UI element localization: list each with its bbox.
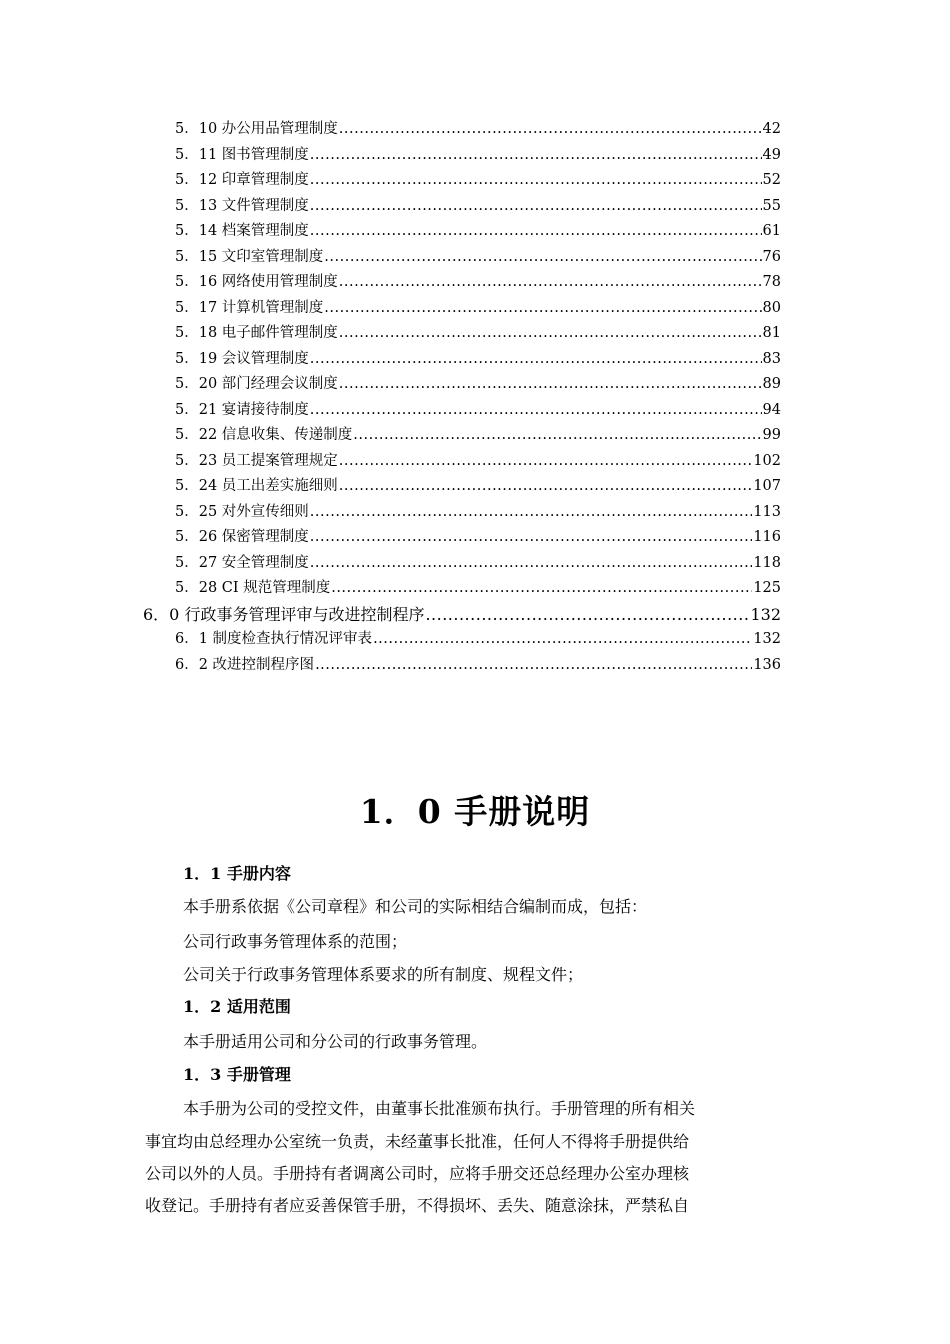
subsection-heading-management: 1．3 手册管理	[183, 1065, 291, 1084]
toc-entry-label: 5．24 员工出差实施细则	[175, 478, 338, 494]
toc-leader-dots	[310, 398, 762, 423]
toc-leader-dots	[310, 194, 762, 219]
toc-entry-label: 6．1 制度检查执行情况评审表	[175, 631, 373, 647]
toc-entry-page: 49	[762, 146, 781, 163]
toc-entry-label: 5．25 对外宣传细则	[175, 503, 309, 520]
toc-entry-page: 132	[750, 604, 781, 624]
toc-leader-dots	[339, 117, 762, 142]
toc-entry[interactable]	[175, 143, 781, 168]
toc-entry-label: 5．23 员工提案管理规定	[175, 452, 338, 469]
toc-entry[interactable]	[175, 321, 781, 346]
toc-leader-dots	[324, 245, 761, 270]
toc-entry-page: 136	[753, 656, 781, 673]
toc-entry-label: 5．22 信息收集、传递制度	[175, 427, 353, 443]
toc-entry[interactable]	[175, 653, 781, 678]
toc-entry[interactable]	[175, 347, 781, 372]
toc-entry-page: 76	[762, 248, 781, 265]
toc-entry[interactable]	[175, 627, 781, 652]
toc-entry-label: 5．18 电子邮件管理制度	[175, 325, 338, 341]
toc-entry-page: 102	[753, 452, 781, 469]
toc-leader-dots	[310, 347, 762, 372]
toc-leader-dots	[339, 449, 753, 474]
paragraph-line: 事宜均由总经理办公室统一负责，未经董事长批准，任何人不得将手册提供给	[145, 1132, 690, 1151]
toc-entry[interactable]	[175, 296, 781, 321]
toc-entry[interactable]	[175, 194, 781, 219]
toc-entry[interactable]	[175, 219, 781, 244]
toc-entry-page: 83	[762, 350, 781, 367]
toc-entry[interactable]	[175, 117, 781, 142]
toc-entry[interactable]	[175, 245, 781, 270]
subsection-heading-content: 1．1 手册内容	[183, 864, 291, 883]
toc-entry[interactable]	[175, 168, 781, 193]
toc-entry-label: 5．26 保密管理制度	[175, 529, 309, 545]
toc-entry-page: 116	[753, 529, 781, 545]
toc-leader-dots	[310, 143, 762, 168]
toc-leader-dots	[425, 602, 749, 627]
toc-entry-label: 5．15 文印室管理制度	[175, 248, 324, 265]
toc-entry-label: 5．13 文件管理制度	[175, 197, 309, 214]
toc-entry[interactable]	[175, 372, 781, 397]
toc-entry[interactable]	[175, 423, 781, 448]
toc-entry-page: 113	[753, 503, 781, 520]
toc-leader-dots	[339, 321, 762, 346]
toc-entry[interactable]	[175, 474, 781, 499]
toc-entry-label: 5．20 部门经理会议制度	[175, 376, 338, 392]
toc-entry-page: 125	[753, 580, 781, 596]
toc-entry-page: 107	[753, 478, 781, 494]
toc-entry[interactable]	[175, 500, 781, 525]
toc-entry-label: 6．2 改进控制程序图	[175, 656, 315, 673]
toc-leader-dots	[310, 219, 762, 244]
toc-entry[interactable]	[175, 576, 781, 601]
toc-entry-page: 78	[762, 274, 781, 290]
toc-entry-page: 94	[762, 401, 781, 418]
toc-entry-page: 52	[762, 172, 781, 188]
toc-entry-page: 61	[762, 223, 781, 239]
toc-entry[interactable]	[175, 525, 781, 550]
toc-entry[interactable]	[175, 270, 781, 295]
toc-entry[interactable]	[175, 398, 781, 423]
toc-entry-page: 81	[762, 325, 781, 341]
paragraph-line: 公司以外的人员。手册持有者调离公司时，应将手册交还总经理办公室办理核	[145, 1164, 690, 1183]
toc-leader-dots	[310, 500, 753, 525]
paragraph: 本手册系依据《公司章程》和公司的实际相结合编制而成，包括：	[183, 897, 648, 916]
paragraph: 公司关于行政事务管理体系要求的所有制度、规程文件；	[183, 965, 584, 984]
toc-leader-dots	[310, 168, 762, 193]
paragraph: 公司行政事务管理体系的范围；	[183, 932, 408, 951]
paragraph-line: 收登记。手册持有者应妥善保管手册，不得损坏、丢失、随意涂抹，严禁私自	[145, 1196, 690, 1215]
toc-leader-dots	[324, 296, 761, 321]
toc-entry-page: 99	[762, 427, 781, 443]
toc-entry-page: 118	[753, 554, 781, 571]
toc-entry-page: 89	[762, 376, 781, 392]
toc-leader-dots	[353, 423, 761, 448]
toc-entry-label: 5．16 网络使用管理制度	[175, 274, 338, 290]
toc-leader-dots	[331, 576, 752, 601]
toc-leader-dots	[339, 270, 762, 295]
toc-entry-page: 80	[762, 299, 781, 316]
subsection-heading-scope: 1．2 适用范围	[183, 997, 291, 1016]
toc-leader-dots	[373, 627, 752, 652]
toc-leader-dots	[310, 551, 753, 576]
toc-entry-page: 42	[762, 121, 781, 137]
paragraph-line: 本手册为公司的受控文件，由董事长批准颁布执行。手册管理的所有相关	[183, 1099, 696, 1118]
toc-entry-label: 6．0 行政事务管理评审与改进控制程序	[143, 604, 425, 624]
toc-entry[interactable]	[143, 602, 781, 627]
toc-entry-label: 5．12 印章管理制度	[175, 172, 309, 188]
toc-entry-label: 5．11 图书管理制度	[175, 146, 309, 163]
toc-entry-label: 5．14 档案管理制度	[175, 223, 309, 239]
toc-entry-page: 55	[762, 197, 781, 214]
toc-entry-label: 5．28 CI 规范管理制度	[175, 580, 331, 596]
toc-entry[interactable]	[175, 449, 781, 474]
toc-entry-page: 132	[753, 631, 781, 647]
toc-leader-dots	[339, 474, 753, 499]
toc-entry-label: 5．17 计算机管理制度	[175, 299, 324, 316]
toc-entry[interactable]	[175, 551, 781, 576]
toc-entry-label: 5．10 办公用品管理制度	[175, 121, 338, 137]
toc-entry-label: 5．21 宴请接待制度	[175, 401, 309, 418]
toc-entry-label: 5．19 会议管理制度	[175, 350, 309, 367]
section-title: 1．0 手册说明	[359, 792, 591, 831]
paragraph: 本手册适用公司和分公司的行政事务管理。	[183, 1032, 488, 1051]
toc-leader-dots	[315, 653, 752, 678]
toc-entry-label: 5．27 安全管理制度	[175, 554, 309, 571]
toc-leader-dots	[310, 525, 753, 550]
toc-leader-dots	[339, 372, 762, 397]
